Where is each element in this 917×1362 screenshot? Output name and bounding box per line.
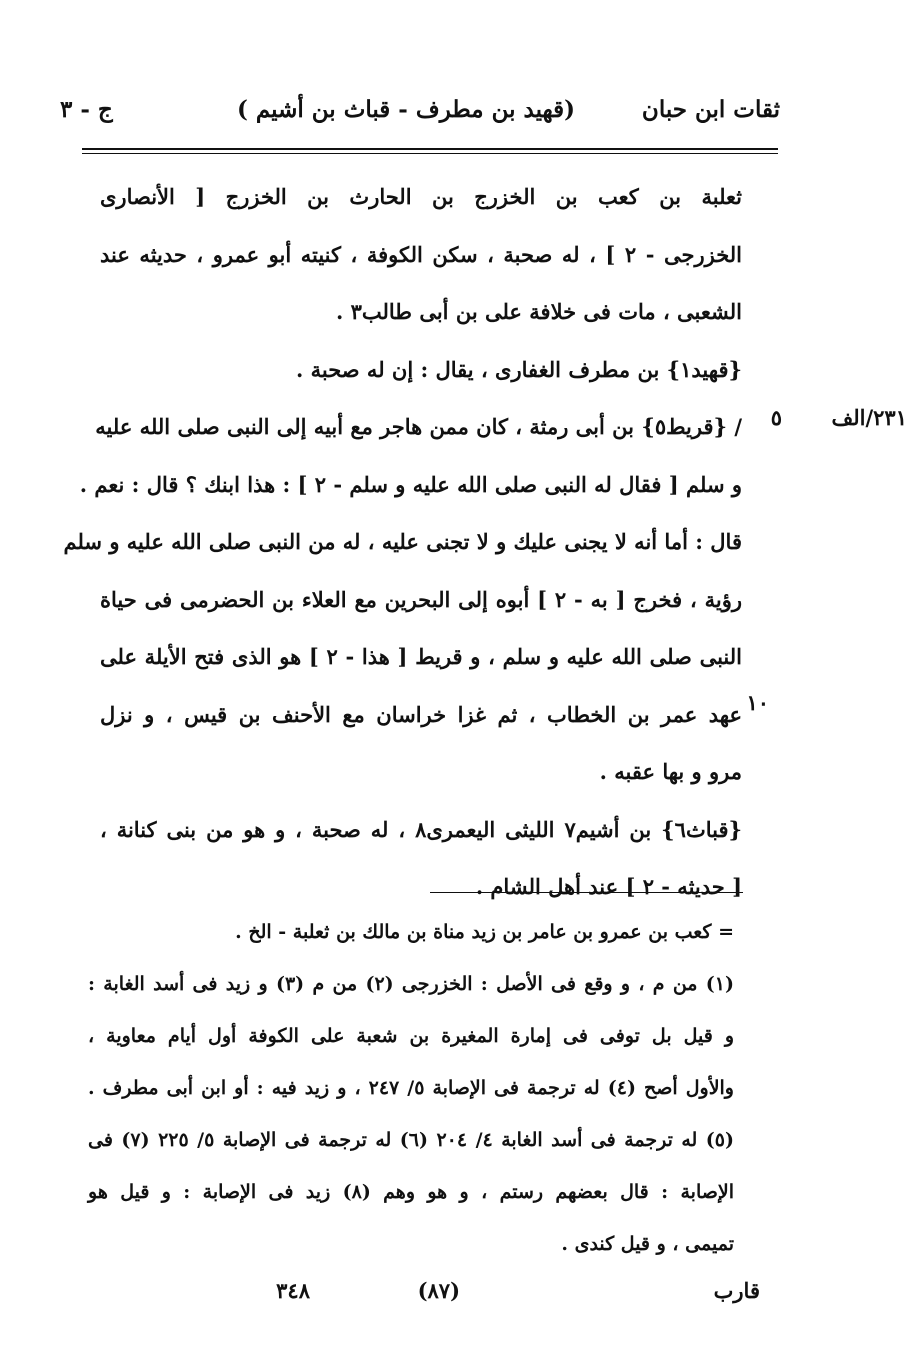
text-line: {قهيد١} بن مطرف الغفارى ، يقال : إن له صحبة . [296,356,742,382]
text-line: مرو و بها عقبه . [599,759,742,784]
text-line: النبى صلى الله عليه و سلم ، و قريط [ هذا - ٢ ] هو الذى فتح الأيلة على [100,644,742,669]
folio-marker: ٢٣١/الف [831,405,907,430]
text-line: [ حديثه - ٢ ] عند أهل الشام . [475,874,742,899]
header-rule [82,148,778,154]
page-footer [60,1278,760,1318]
text-line: الشعبى ، مات فى خلافة على بن أبى طالب٣ . [335,299,742,324]
text-line: و سلم [ فقال له النبى صلى الله عليه و سلم - ٢ ] : هذا ابنك ؟ قال : نعم . [79,471,742,497]
text-line: الخزرجى - ٢ ] ، له صحبة ، سكن الكوفة ، كنيته أبو عمرو ، حديثه عند [100,241,742,267]
main-text [63,168,743,916]
text-line: قال : أما أنه لا يجنى عليك و لا تجنى عليه ، له من النبى صلى الله عليه و سلم [63,529,742,554]
signature-mark: قارب [713,1278,760,1303]
footnote-line: (٥) له ترجمة فى أسد الغابة ٤/ ٢٠٤ (٦) له ترجمة فى الإصابة ٥/ ٢٢٥ (٧) فى [88,1129,735,1151]
footnote-line: (١) من م ، و وقع فى الأصل : الخزرجى (٢) من م (٣) و زيد فى أسد الغابة : [88,973,734,995]
line-number-10: ١٠ [746,690,769,715]
sheet-number: (٨٧) [417,1278,460,1303]
text-line: / {قريط٥} بن أبى رمثة ، كان ممن هاجر مع أبيه إلى النبى صلى الله عليه [95,414,742,439]
footnote-line: تميمى ، و قيل كندى . [561,1233,734,1255]
footnote-line: و قيل بل توفى فى إمارة المغيرة بن شعبة على الكوفة أول أيام معاوية ، [88,1025,734,1047]
page-number: ٣٤٨ [276,1278,310,1303]
volume-number: ج - ٣ [60,96,113,123]
footnote-continuation: = كعب بن عمرو بن عامر بن زيد مناة بن مالك بن ثعلبة - الخ . [235,921,734,943]
section-title: (قهيد بن مطرف - قباث بن أشيم ) [236,96,575,123]
footnote-line: والأول أصح (٤) له ترجمة فى الإصابة ٥/ ٢٤٧ ، و زيد فيه : أو ابن أبى مطرف . [88,1077,734,1099]
text-line: رؤية ، فخرج [ به - ٢ ] أبوه إلى البحرين مع العلاء بن الحضرمى فى حياة [100,586,742,612]
book-title: ثقات ابن حبان [641,96,780,123]
line-number-5: ٥ [770,405,782,430]
running-header [60,96,780,136]
text-line: ثعلبة بن كعب بن الخزرج بن الحارث بن الخزرج [ الأنصارى [100,184,742,209]
footnote-line: الإصابة : قال بعضهم رستم ، و هو وهم (٨) زيد فى الإصابة : و قيل هو [88,1181,735,1203]
footnotes [88,906,734,1270]
footnote-separator [430,892,743,893]
text-line: عهد عمر بن الخطاب ، ثم غزا خراسان مع الأحنف بن قيس ، و نزل [100,701,742,727]
text-line: {قباث٦} بن أشيم٧ الليثى اليعمرى٨ ، له صحبة ، و هو من بنى كنانة ، [100,816,743,842]
